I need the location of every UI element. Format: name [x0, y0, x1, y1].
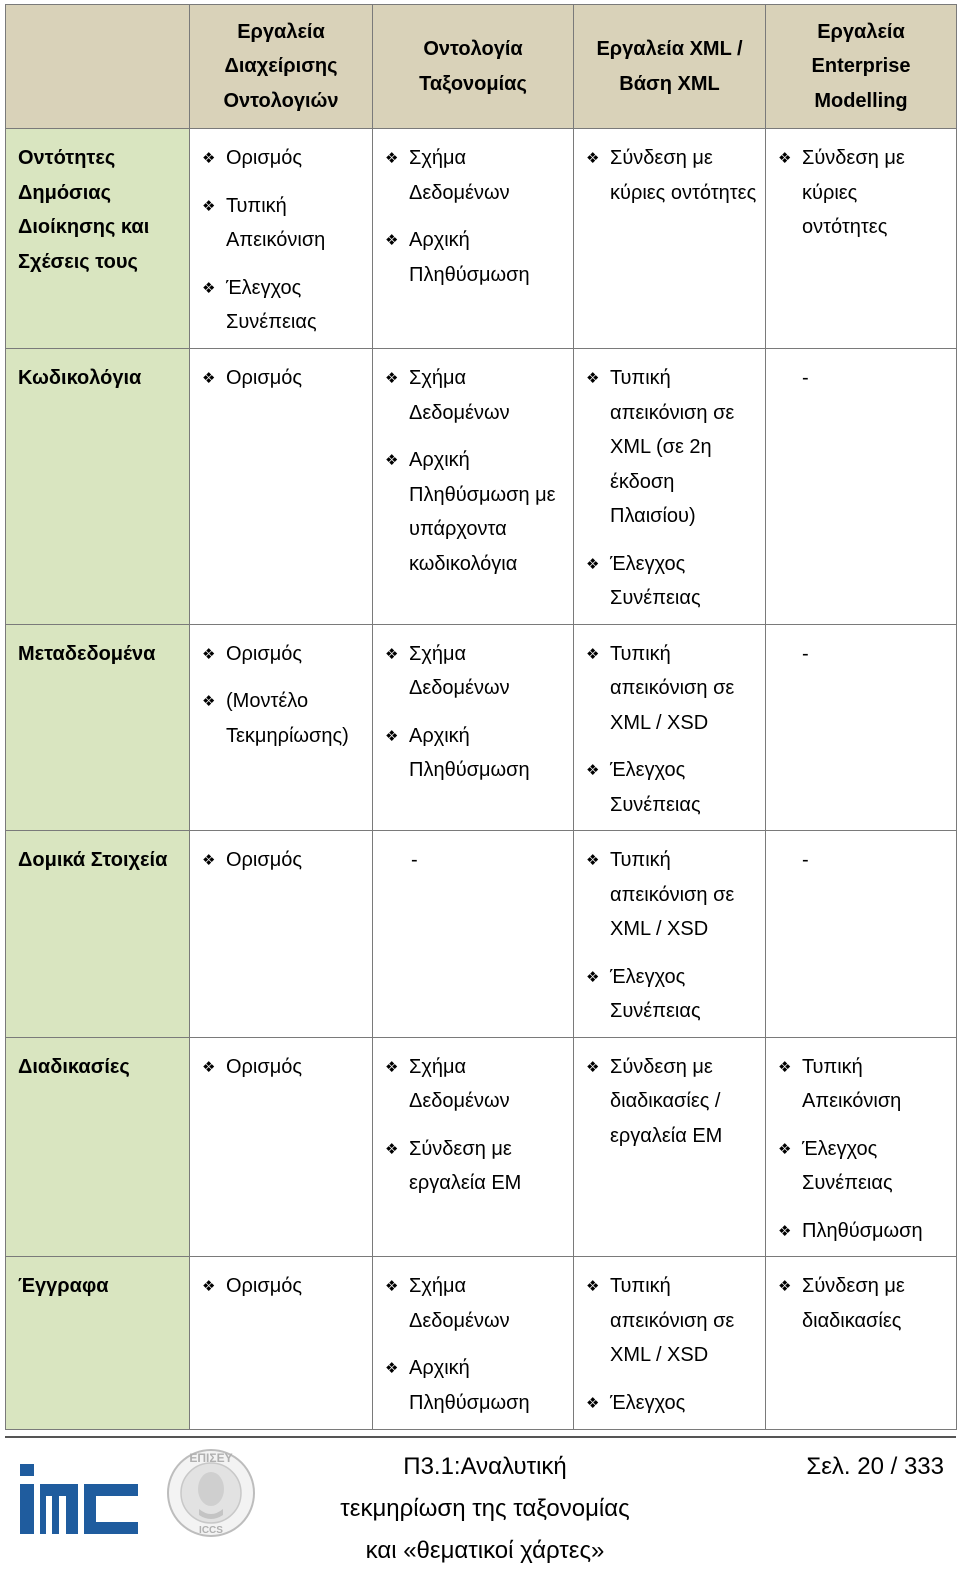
table-row	[6, 129, 957, 349]
table-cell	[766, 624, 957, 831]
empty-cell-dash: -	[802, 367, 809, 389]
table-cell	[574, 1257, 766, 1430]
diamond-bullet-icon: ❖	[385, 1277, 399, 1295]
list-item	[586, 361, 757, 534]
list-item-text: Τυπική απεικόνιση σε XML / XSD	[610, 1275, 735, 1366]
table-cell	[190, 1257, 373, 1430]
bullet-list	[385, 1050, 565, 1201]
list-item	[586, 753, 757, 822]
list-item-text: Τυπική Απεικόνιση	[226, 194, 326, 251]
list-item	[202, 843, 364, 878]
row-header-cell: Οντότητες Δημόσιας Διοίκησης και Σχέσεις τους	[6, 129, 190, 349]
header-enterprise-modelling-tools: Εργαλεία Enterprise Modelling	[766, 5, 957, 129]
bullet-list	[202, 141, 364, 340]
table-row	[6, 1037, 957, 1257]
list-item	[778, 1050, 948, 1119]
diamond-bullet-icon: ❖	[202, 851, 216, 869]
diamond-bullet-icon: ❖	[778, 149, 792, 167]
list-item	[385, 1351, 565, 1420]
bullet-list	[586, 843, 757, 1029]
list-item	[385, 141, 565, 210]
list-item-text: (Μοντέλο Τεκμηρίωσης)	[226, 690, 349, 747]
diamond-bullet-icon: ❖	[385, 451, 399, 469]
list-item-text: Αρχική Πληθύσμωση	[409, 724, 530, 781]
table-cell	[373, 1037, 574, 1257]
seal-bottom-text: ICCS	[199, 1525, 223, 1536]
list-item-text: Σχήμα Δεδομένων	[409, 147, 510, 204]
list-item-text: Πληθύσμωση	[802, 1219, 923, 1242]
list-item	[385, 361, 565, 430]
list-item-text: Έλεγχος Συνέπειας	[610, 759, 701, 816]
table-cell	[766, 129, 957, 349]
bullet-list	[586, 141, 757, 210]
list-item	[202, 1269, 364, 1304]
list-item-text: Σχήμα Δεδομένων	[409, 1055, 510, 1112]
list-item-text: Σύνδεση με κύριες οντότητες	[610, 147, 757, 204]
diamond-bullet-icon: ❖	[586, 369, 600, 387]
row-header-cell: Έγγραφα	[6, 1257, 190, 1430]
bullet-list	[202, 637, 364, 754]
list-item	[385, 719, 565, 788]
table-row	[6, 831, 957, 1038]
bullet-list	[385, 637, 565, 788]
bullet-list	[202, 1269, 364, 1304]
diamond-bullet-icon: ❖	[586, 554, 600, 573]
table-cell	[574, 349, 766, 625]
ontology-tools-table	[5, 4, 957, 1430]
table-row	[6, 1257, 957, 1430]
table-cell	[373, 349, 574, 625]
bullet-list	[385, 141, 565, 292]
list-item	[778, 1214, 948, 1249]
list-item-text: Έλεγχος	[610, 1391, 686, 1414]
footer-title-line3: και «θεματικοί χάρτες»	[365, 1537, 605, 1564]
diamond-bullet-icon: ❖	[202, 196, 216, 215]
list-item	[202, 1050, 364, 1085]
diamond-bullet-icon: ❖	[202, 149, 216, 167]
bullet-list	[385, 1269, 565, 1420]
list-item-text: Ορισμός	[226, 1055, 303, 1078]
list-item	[385, 1050, 565, 1119]
table-cell	[373, 1257, 574, 1430]
list-item-text: Έλεγχος Συνέπειας	[226, 276, 317, 333]
list-item-text: Αρχική Πληθύσμωση	[409, 229, 530, 286]
bullet-list	[385, 361, 565, 581]
diamond-bullet-icon: ❖	[778, 1277, 792, 1295]
list-item-text: Σχήμα Δεδομένων	[409, 1275, 510, 1332]
diamond-bullet-icon: ❖	[586, 149, 600, 167]
page-number: Σελ. 20 / 333	[806, 1453, 944, 1480]
diamond-bullet-icon: ❖	[778, 1221, 792, 1240]
list-item	[778, 141, 948, 245]
list-item	[385, 637, 565, 706]
diamond-bullet-icon: ❖	[586, 1277, 600, 1295]
header-ontology-management-tools: Εργαλεία Διαχείρισης Οντολογιών	[190, 5, 373, 129]
bullet-list	[778, 1269, 948, 1338]
row-header-cell: Διαδικασίες	[6, 1037, 190, 1257]
table-cell	[574, 624, 766, 831]
table-cell	[373, 624, 574, 831]
list-item	[385, 443, 565, 581]
header-empty-cell	[6, 5, 190, 129]
list-item-text: Ορισμός	[226, 367, 303, 389]
table-header-row	[6, 5, 957, 129]
diamond-bullet-icon: ❖	[586, 967, 600, 986]
list-item	[202, 189, 364, 258]
list-item-text: Ορισμός	[226, 642, 303, 665]
row-header-cell: Δομικά Στοιχεία	[6, 831, 190, 1038]
list-item	[586, 1050, 757, 1154]
row-header-cell: Μεταδεδομένα	[6, 624, 190, 831]
list-item	[202, 684, 364, 753]
list-item	[202, 141, 364, 176]
diamond-bullet-icon: ❖	[586, 761, 600, 779]
list-item	[202, 637, 364, 672]
diamond-bullet-icon: ❖	[778, 1057, 792, 1076]
footer-document-title	[300, 1446, 670, 1572]
bullet-list	[586, 1050, 757, 1154]
diamond-bullet-icon: ❖	[586, 1393, 600, 1412]
list-item	[586, 141, 757, 210]
list-item	[202, 271, 364, 340]
list-item-text: Έλεγχος Συνέπειας	[610, 552, 701, 609]
list-item	[778, 1269, 948, 1338]
bullet-list	[586, 1269, 757, 1420]
table-cell	[766, 831, 957, 1038]
diamond-bullet-icon: ❖	[586, 644, 600, 663]
table-cell	[574, 129, 766, 349]
table-cell	[190, 1037, 373, 1257]
list-item	[385, 223, 565, 292]
empty-cell-dash: -	[802, 849, 809, 871]
table-cell	[373, 831, 574, 1038]
list-item-text: Σχήμα Δεδομένων	[409, 642, 510, 699]
list-item	[586, 843, 757, 947]
diamond-bullet-icon: ❖	[385, 231, 399, 249]
list-item-text: Σχήμα Δεδομένων	[409, 367, 510, 424]
diamond-bullet-icon: ❖	[385, 644, 399, 663]
epise-iccs-seal-logo	[165, 1447, 257, 1539]
table-cell	[190, 831, 373, 1038]
bullet-list	[202, 361, 364, 396]
bullet-list	[202, 1050, 364, 1085]
diamond-bullet-icon: ❖	[385, 149, 399, 167]
table-cell	[190, 624, 373, 831]
imc-logo	[18, 1462, 144, 1537]
footer-divider	[5, 1436, 956, 1438]
empty-cell-dash: -	[802, 642, 809, 665]
diamond-bullet-icon: ❖	[202, 644, 216, 663]
bullet-list	[202, 843, 364, 878]
list-item	[202, 361, 364, 396]
list-item-text: Τυπική απεικόνιση σε XML / XSD	[610, 849, 735, 940]
diamond-bullet-icon: ❖	[586, 1057, 600, 1076]
list-item	[586, 1269, 757, 1373]
diamond-bullet-icon: ❖	[385, 726, 399, 745]
list-item-text: Ορισμός	[226, 147, 303, 169]
table-cell	[373, 129, 574, 349]
list-item-text: Σύνδεση με διαδικασίες / εργαλεία ΕΜ	[610, 1055, 723, 1147]
list-item-text: Αρχική Πληθύσμωση με υπάρχοντα κωδικολόγια	[409, 449, 556, 575]
table-row	[6, 624, 957, 831]
list-item-text: Τυπική απεικόνιση σε XML (σε 2η έκδοση Πλαισίου)	[610, 367, 735, 527]
table-cell	[574, 831, 766, 1038]
diamond-bullet-icon: ❖	[778, 1139, 792, 1158]
diamond-bullet-icon: ❖	[202, 1277, 216, 1295]
list-item-text: Έλεγχος Συνέπειας	[802, 1137, 893, 1194]
table-cell	[766, 1037, 957, 1257]
list-item	[586, 960, 757, 1029]
empty-cell-dash: -	[411, 849, 418, 871]
diamond-bullet-icon: ❖	[385, 1359, 399, 1377]
bullet-list	[586, 361, 757, 616]
bullet-list	[586, 637, 757, 823]
imc-logo-text: iMC	[108, 1514, 110, 1515]
row-header-cell: Κωδικολόγια	[6, 349, 190, 625]
table-row	[6, 349, 957, 625]
table-body	[6, 129, 957, 1430]
diamond-bullet-icon: ❖	[385, 1057, 399, 1076]
diamond-bullet-icon: ❖	[202, 369, 216, 387]
table-cell	[190, 349, 373, 625]
list-item	[778, 1132, 948, 1201]
bullet-list	[778, 141, 948, 245]
diamond-bullet-icon: ❖	[202, 278, 216, 297]
list-item-text: Σύνδεση με διαδικασίες	[802, 1275, 905, 1332]
diamond-bullet-icon: ❖	[202, 692, 216, 710]
list-item	[385, 1269, 565, 1338]
list-item	[586, 1386, 757, 1421]
list-item-text: Αρχική Πληθύσμωση	[409, 1357, 530, 1414]
table-cell	[766, 1257, 957, 1430]
table-cell	[190, 129, 373, 349]
table-cell	[766, 349, 957, 625]
diamond-bullet-icon: ❖	[586, 851, 600, 869]
list-item	[385, 1132, 565, 1201]
diamond-bullet-icon: ❖	[202, 1057, 216, 1076]
header-taxonomy-ontology: Οντολογία Ταξονομίας	[373, 5, 574, 129]
list-item-text: Σύνδεση με εργαλεία ΕΜ	[409, 1137, 522, 1194]
header-xml-tools: Εργαλεία XML / Βάση XML	[574, 5, 766, 129]
list-item-text: Τυπική απεικόνιση σε XML / XSD	[610, 642, 735, 734]
diamond-bullet-icon: ❖	[385, 1139, 399, 1158]
table-cell	[574, 1037, 766, 1257]
footer-title-line1: Π3.1:Αναλυτική	[403, 1453, 567, 1480]
list-item-text: Έλεγχος Συνέπειας	[610, 965, 701, 1022]
list-item	[586, 637, 757, 741]
list-item-text: Ορισμός	[226, 1275, 303, 1297]
seal-top-text: ΕΠΙΣΕΥ	[189, 1451, 233, 1465]
list-item-text: Ορισμός	[226, 849, 303, 871]
bullet-list	[778, 1050, 948, 1249]
list-item-text: Τυπική Απεικόνιση	[802, 1055, 902, 1112]
footer-title-line2: τεκμηρίωση της ταξονομίας	[340, 1495, 630, 1522]
diamond-bullet-icon: ❖	[385, 369, 399, 387]
list-item-text: Σύνδεση με κύριες οντότητες	[802, 147, 905, 238]
list-item	[586, 547, 757, 616]
